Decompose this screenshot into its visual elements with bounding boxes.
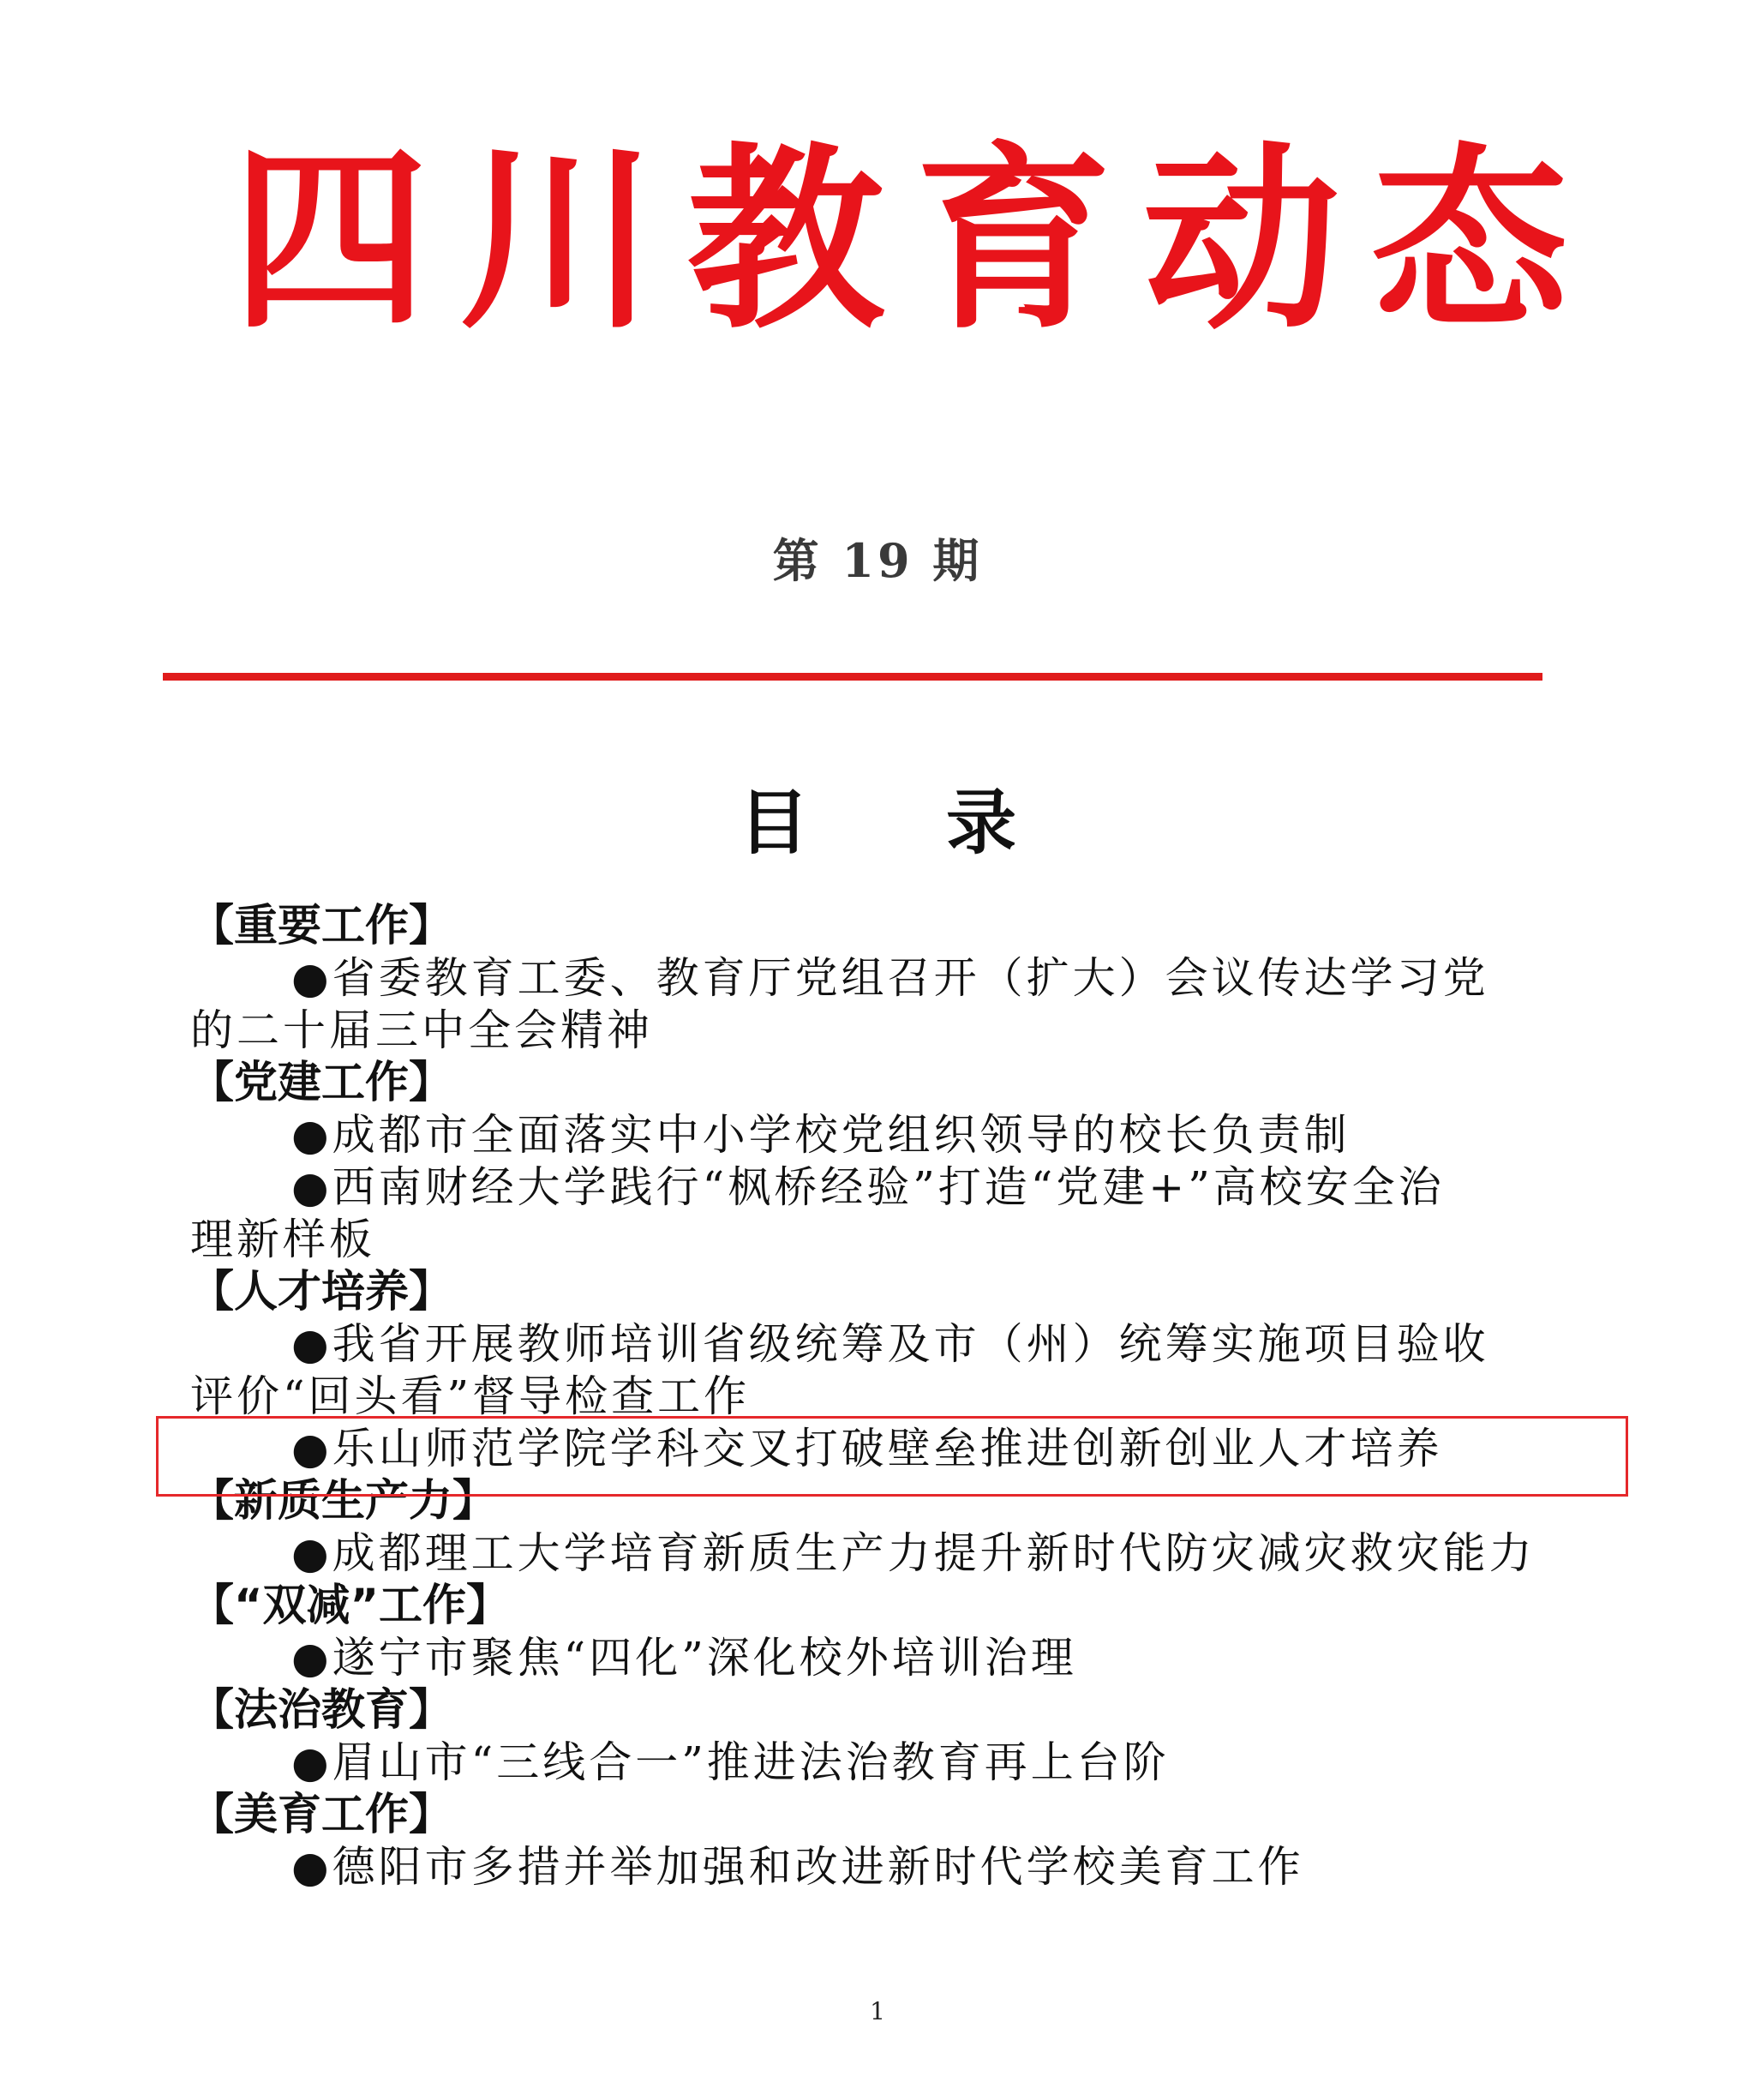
toc-item[interactable]: ●我省开展教师培训省级统筹及市（州）统筹实施项目验收 — [291, 1319, 1489, 1369]
page-number: 1 — [870, 1997, 885, 2025]
toc-item[interactable]: ●西南财经大学践行“枫桥经验”打造“党建+”高校安全治 — [291, 1162, 1445, 1212]
masthead-char: 四 — [231, 124, 429, 356]
masthead-char: 态 — [1370, 124, 1568, 356]
toc-item[interactable]: 理新样板 — [190, 1215, 375, 1264]
masthead-char: 川 — [458, 124, 656, 356]
toc-category: 【重要工作】 — [190, 901, 453, 951]
issue-number: 第 19 期 — [772, 533, 983, 588]
toc-category: 【“双减”工作】 — [190, 1581, 511, 1631]
toc-item[interactable]: 的二十届三中全会精神 — [190, 1005, 653, 1055]
toc-item[interactable]: ●德阳市多措并举加强和改进新时代学校美育工作 — [291, 1842, 1304, 1892]
masthead-char: 教 — [686, 124, 884, 356]
toc-category: 【党建工作】 — [190, 1058, 453, 1108]
masthead-char: 育 — [914, 124, 1112, 356]
toc-item[interactable]: ●成都理工大学培育新质生产力提升新时代防灾减灾救灾能力 — [291, 1528, 1536, 1578]
red-divider-line — [163, 673, 1542, 681]
highlight-box — [156, 1416, 1628, 1497]
masthead-char: 动 — [1142, 124, 1340, 356]
toc-category: 【新质生产力】 — [190, 1476, 497, 1527]
toc-item[interactable]: ●省委教育工委、教育厅党组召开（扩大）会议传达学习党 — [291, 953, 1489, 1003]
toc-category: 【美育工作】 — [190, 1790, 453, 1840]
toc-item[interactable]: ●眉山市“三线合一”推进法治教育再上台阶 — [291, 1737, 1170, 1787]
toc-category: 【人才培养】 — [190, 1267, 453, 1317]
toc-item[interactable]: ●遂宁市聚焦“四化”深化校外培训治理 — [291, 1633, 1077, 1683]
toc-item[interactable]: ●成都市全面落实中小学校党组织领导的校长负责制 — [291, 1110, 1351, 1160]
masthead-title — [231, 124, 1568, 356]
toc-item[interactable]: 评价“回头看”督导检查工作 — [190, 1371, 751, 1421]
toc-category: 【法治教育】 — [190, 1685, 453, 1736]
table-of-contents — [190, 900, 1553, 1893]
toc-title: 目录 — [738, 782, 1153, 864]
toc-item-highlighted[interactable]: ●乐山师范学院学科交叉打破壁垒推进创新创业人才培养 — [291, 1424, 1443, 1473]
